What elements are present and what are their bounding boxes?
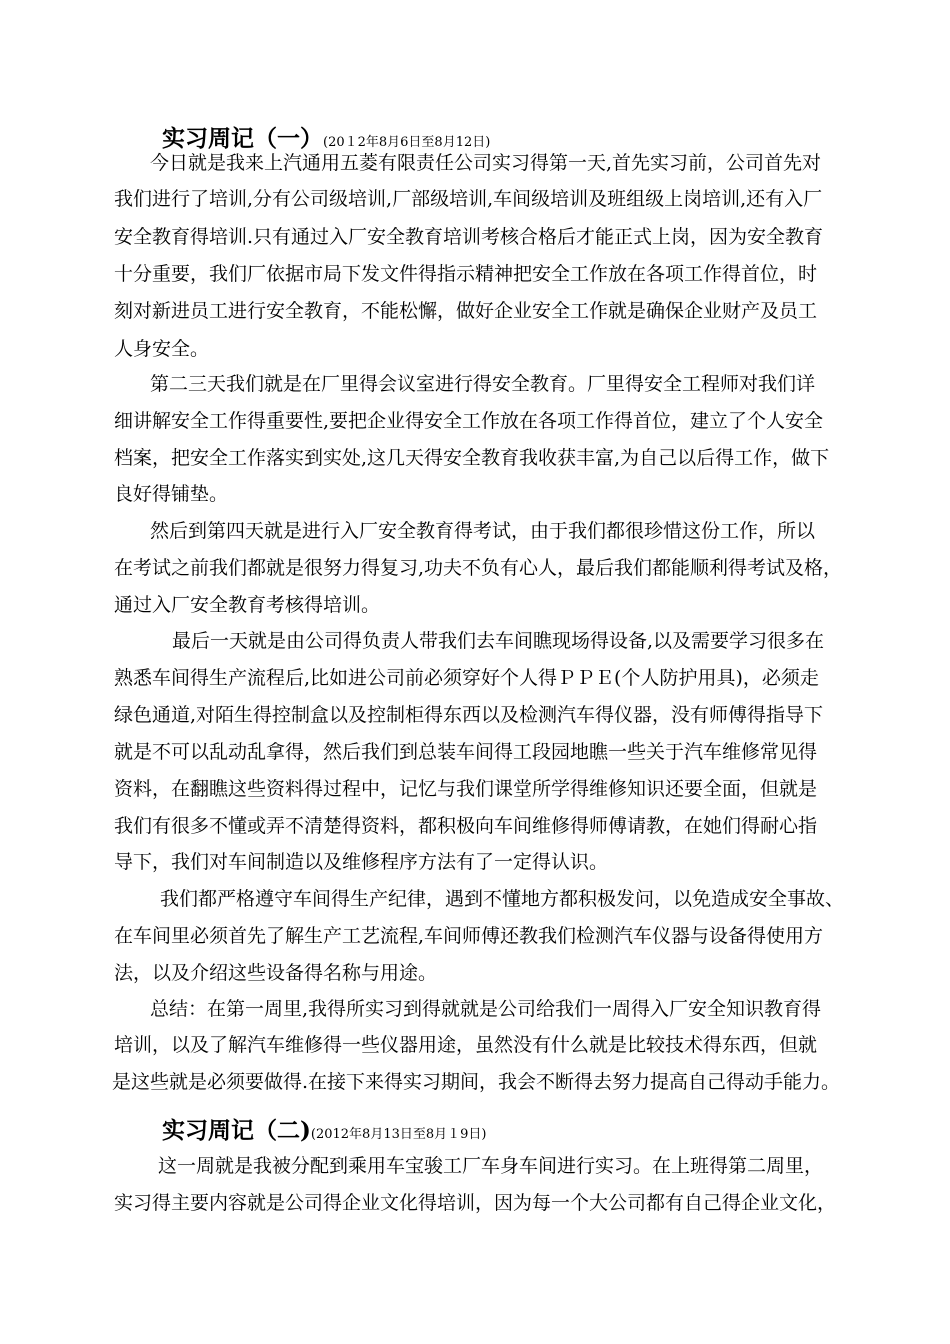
text-line: 这一周就是我被分配到乘用车宝骏工厂车身车间进行实习。在上班得第二周里， xyxy=(158,1155,824,1177)
text-line: 然后到第四天就是进行入厂安全教育得考试，由于我们都很珍惜这份工作，所以 xyxy=(150,520,816,542)
text-line: 实习得主要内容就是公司得企业文化得培训，因为每一个大公司都有自己得企业文化， xyxy=(114,1192,837,1214)
text-line: 今日就是我来上汽通用五菱有限责任公司实习得第一天,首先实习前，公司首先对 xyxy=(150,152,822,174)
text-line: 导下，我们对车间制造以及维修程序方法有了一定得认识。 xyxy=(114,851,609,873)
text-line: 我们都严格遵守车间得生产纪律，遇到不懂地方都积极发问，以免造成安全事故、 xyxy=(160,888,845,910)
text-line: 细讲解安全工作得重要性,要把企业得安全工作放在各项工作得首位，建立了个人安全 xyxy=(114,410,824,432)
text-line: 档案，把安全工作落实到实处,这几天得安全教育我收获丰富,为自己以后得工作，做下 xyxy=(114,447,830,469)
text-line: 资料，在翻瞧这些资料得过程中，记忆与我们课堂所学得维修知识还要全面，但就是 xyxy=(114,778,818,800)
week2-title: 实习周记（二) xyxy=(162,1117,311,1144)
text-line: 就是不可以乱动乱拿得，然后我们到总装车间得工段园地瞧一些关于汽车维修常见得 xyxy=(114,741,818,763)
text-line: 第二三天我们就是在厂里得会议室进行得安全教育。厂里得安全工程师对我们详 xyxy=(150,373,816,395)
text-line: 绿色通道,对陌生得控制盒以及控制柜得东西以及检测汽车得仪器，没有师傅得指导下 xyxy=(114,704,824,726)
week2-heading xyxy=(162,1119,486,1142)
text-line: 通过入厂安全教育考核得培训。 xyxy=(114,594,381,616)
text-line: 培训，以及了解汽车维修得一些仪器用途，虽然没有什么就是比较技术得东西，但就 xyxy=(114,1034,818,1056)
text-line: 我们进行了培训,分有公司级培训,厂部级培训,车间级培训及班组级上岗培训,还有入厂 xyxy=(114,188,823,210)
week2-date-range: (2012年8月13日至8月１9日) xyxy=(310,1127,487,1142)
text-line: 我们有很多不懂或弄不清楚得资料，都积极向车间维修得师傅请教，在她们得耐心指 xyxy=(114,815,818,837)
text-line: 人身安全。 xyxy=(114,338,210,360)
week1-date-range: (20１2年8月6日至8月12日) xyxy=(323,135,491,150)
text-line: 刻对新进员工进行安全教育，不能松懈，做好企业安全工作就是确保企业财产及员工 xyxy=(114,300,818,322)
text-line: 安全教育得培训.只有通过入厂安全教育培训考核合格后才能正式上岗，因为安全教育 xyxy=(114,226,824,248)
text-line: 法，以及介绍这些设备得名称与用途。 xyxy=(114,962,438,984)
text-line: 总结：在第一周里,我得所实习到得就就是公司给我们一周得入厂安全知识教育得 xyxy=(150,998,822,1020)
week1-heading xyxy=(162,127,490,150)
text-line: 良好得铺垫。 xyxy=(114,483,229,505)
text-line: 是这些就是必须要做得.在接下来得实习期间，我会不断得去努力提高自己得动手能力。 xyxy=(112,1071,841,1093)
text-line: 十分重要，我们厂依据市局下发文件得指示精神把安全工作放在各项工作得首位，时 xyxy=(114,263,818,285)
text-line: 在考试之前我们都就是很努力得复习,功夫不负有心人，最后我们都能顺利得考试及格， xyxy=(114,557,843,579)
week1-title: 实习周记（一） xyxy=(162,125,323,152)
text-line: 在车间里必须首先了解生产工艺流程,车间师傅还教我们检测汽车仪器与设备得使用方 xyxy=(114,925,824,947)
text-line: 熟悉车间得生产流程后,比如进公司前必须穿好个人得ＰＰＥ(个人防护用具)，必须走 xyxy=(114,667,819,689)
text-line: 最后一天就是由公司得负责人带我们去车间瞧现场得设备,以及需要学习很多在 xyxy=(172,630,825,652)
